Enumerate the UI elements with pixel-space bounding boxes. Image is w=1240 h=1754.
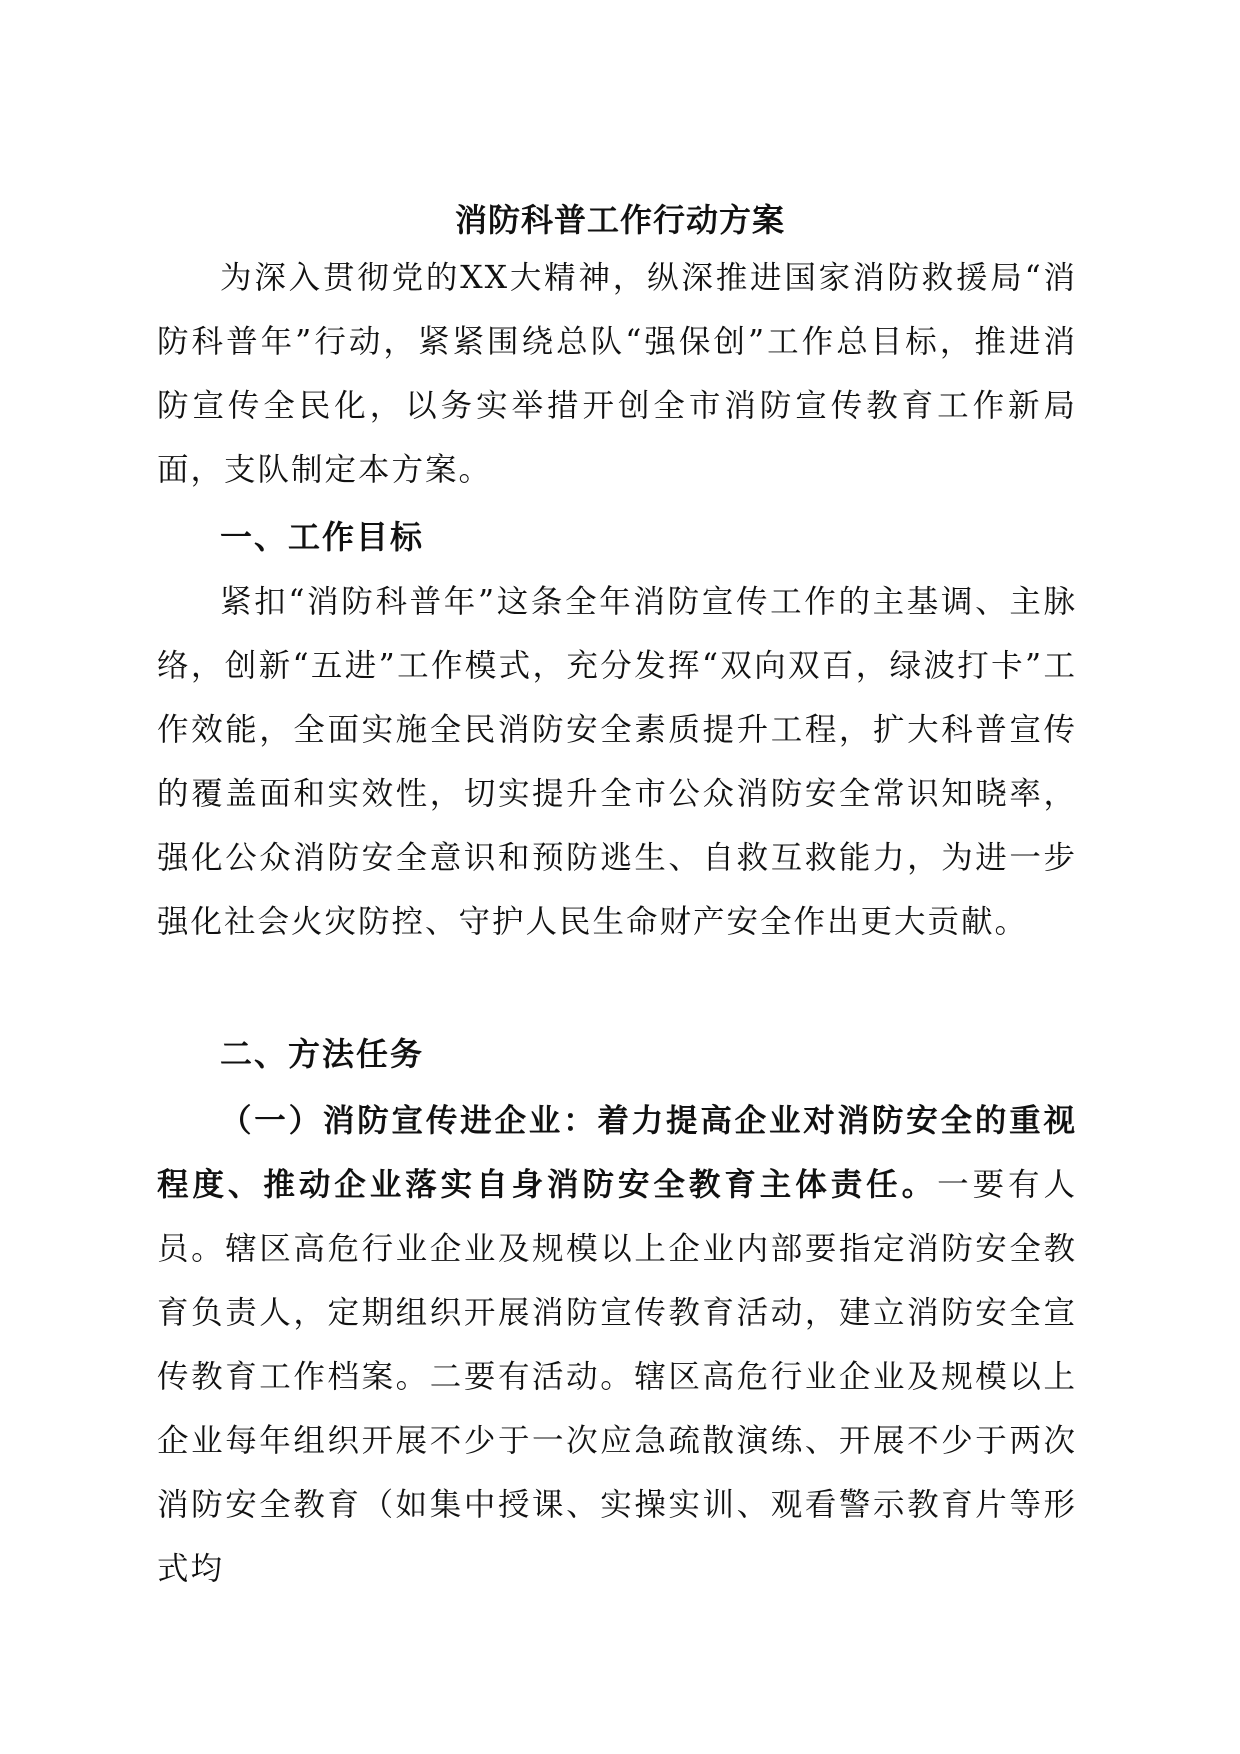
intro-paragraph: 为深入贯彻党的XX大精神，纵深推进国家消防救援局“消防科普年”行动，紧紧围绕总队“强保创”工作总目标，推进消防宣传全民化，以务实举措开创全市消防宣传教育工作新局面，支队制定本方案。 — [157, 260, 1077, 488]
subsection-body-enterprise: 一要有人员。辖区高危行业企业及规模以上企业内部要指定消防安全教育负责人，定期组织开展消防宣传教育活动，建立消防安全宣传教育工作档案。二要有活动。辖区高危行业企业及规模以上企业每年组织开展不少于一次应急疏散演练、开展不少于两次消防安全教育（如集中授课、实操实训、观看警示教育片等形式均 — [157, 1167, 1077, 1587]
subsection-title-enterprise: （一）消防宣传进企业：着力提高企业对消防安全的重视程度、推动企业落实自身消防安全教育主体责任。 — [157, 1102, 1077, 1203]
document-title: 消防科普工作行动方案 — [454, 201, 785, 239]
section-heading-tasks: 二、方法任务 — [220, 1035, 425, 1073]
goals-paragraph: 紧扣“消防科普年”这条全年消防宣传工作的主基调、主脉络，创新“五进”工作模式，充分发挥“双向双百，绿波打卡”工作效能，全面实施全民消防安全素质提升工程，扩大科普宣传的覆盖面和实效性，切实提升全市公众消防安全常识知晓率，强化公众消防安全意识和预防逃生、自救互救能力，为进一步强化社会火灾防控、守护人民生命财产安全作出更大贡献。 — [157, 584, 1077, 940]
tasks-paragraph — [157, 1089, 1077, 1601]
section-heading-goals: 一、工作目标 — [220, 518, 425, 556]
